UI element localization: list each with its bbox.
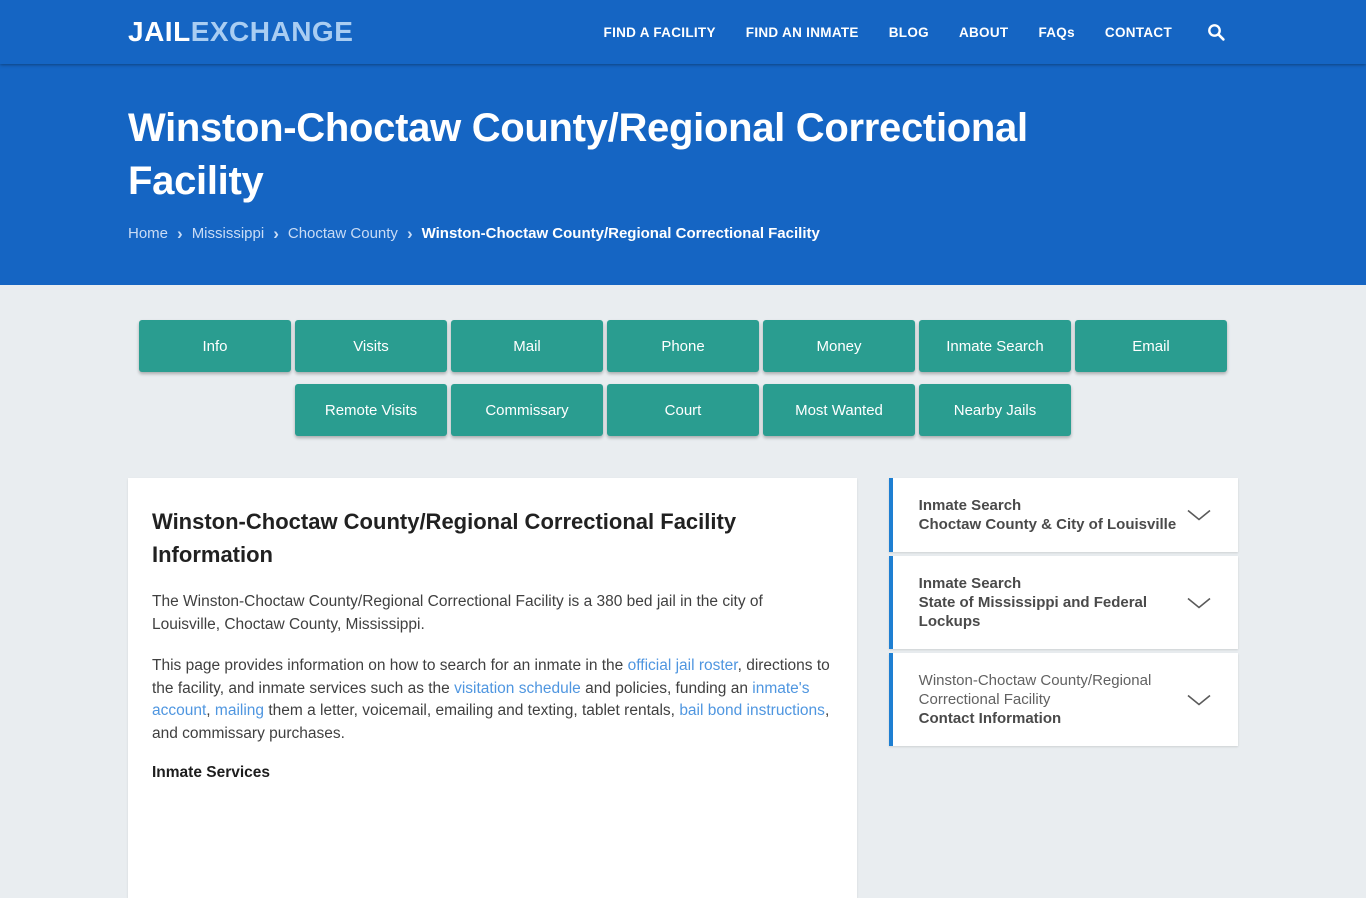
breadcrumb-choctaw-county[interactable]: Choctaw County [287, 225, 398, 242]
quick-links-row-1 [0, 320, 1366, 372]
sidebar-card-subtitle: State of Mississippi and Federal Lockups [918, 594, 1148, 630]
nav-menu [604, 22, 1226, 42]
breadcrumb [128, 225, 1238, 242]
inmates-account-link[interactable]: inmate's account [152, 679, 810, 719]
phone-button[interactable]: Phone [607, 320, 759, 372]
top-navigation-bar [0, 0, 1366, 64]
paragraph-text: , [206, 702, 215, 719]
money-button[interactable]: Money [763, 320, 915, 372]
facility-summary-paragraph: The Winston-Choctaw County/Regional Correctional Facility is a 380 bed jail in the city of Louisville, Choctaw County, Mississippi. [152, 593, 763, 633]
page-title: Winston-Choctaw County/Regional Correctional Facility [128, 106, 1028, 203]
breadcrumb-home[interactable]: Home [128, 225, 169, 242]
logo-part-exchange: EXCHANGE [190, 16, 354, 47]
breadcrumb-current-page: Winston-Choctaw County/Regional Correctional Facility [421, 225, 820, 242]
quick-links-row-2 [0, 384, 1366, 436]
sidebar-card-title: Inmate Search [918, 497, 1022, 514]
logo-part-jail: JAIL [128, 16, 191, 47]
sidebar-card-title: Winston-Choctaw County/Regional Correctional Facility [918, 672, 1152, 708]
commissary-button[interactable]: Commissary [451, 384, 603, 436]
bail-bond-instructions-link[interactable]: bail bond instructions [679, 702, 825, 719]
quick-links-grid [0, 320, 1366, 436]
remote-visits-button[interactable]: Remote Visits [295, 384, 447, 436]
nav-item-about[interactable]: ABOUT [958, 24, 1009, 40]
court-button[interactable]: Court [607, 384, 759, 436]
nav-item-blog[interactable]: BLOG [888, 24, 929, 40]
sidebar-card-inmate-search-state[interactable] [889, 556, 1238, 649]
mail-button[interactable]: Mail [451, 320, 603, 372]
paragraph-text: This page provides information on how to search for an inmate in the [152, 657, 628, 674]
sidebar [889, 478, 1238, 746]
paragraph-text: them a letter, voicemail, emailing and texting, tablet rentals, [264, 702, 680, 719]
most-wanted-button[interactable]: Most Wanted [763, 384, 915, 436]
visitation-schedule-link[interactable]: visitation schedule [454, 679, 581, 697]
breadcrumb-separator-icon: › [177, 224, 183, 243]
sidebar-card-subtitle: Choctaw County & City of Louisville [918, 516, 1177, 533]
visits-button[interactable]: Visits [295, 320, 447, 372]
nav-item-faqs[interactable]: FAQs [1038, 24, 1075, 40]
paragraph-text: and policies, funding an [580, 679, 753, 697]
inmate-search-button[interactable]: Inmate Search [919, 320, 1071, 372]
search-icon[interactable] [1206, 22, 1226, 42]
info-button[interactable]: Info [139, 320, 291, 372]
site-logo[interactable] [128, 16, 353, 48]
breadcrumb-separator-icon: › [273, 224, 279, 243]
facility-services-paragraph [152, 655, 833, 745]
chevron-down-icon [1186, 693, 1212, 706]
paragraph-text: , and commissary purchases. [152, 702, 830, 742]
sidebar-card-inmate-search-county[interactable] [889, 478, 1238, 552]
paragraph-text: , directions to the facility, and inmate services such as the [152, 657, 830, 697]
breadcrumb-separator-icon: › [406, 224, 413, 243]
sidebar-card-title: Inmate Search [918, 575, 1022, 592]
main-columns [128, 478, 1238, 898]
facility-information-card [128, 478, 857, 898]
section-heading: Winston-Choctaw County/Regional Correctional Facility Information [152, 509, 737, 567]
email-button[interactable]: Email [1075, 320, 1227, 372]
nav-item-contact[interactable]: CONTACT [1104, 24, 1172, 40]
sidebar-card-contact-information[interactable] [889, 653, 1238, 746]
chevron-down-icon [1186, 509, 1212, 522]
inmate-services-subheading: Inmate Services [152, 764, 271, 781]
mailing-link[interactable]: mailing [214, 702, 265, 719]
nav-item-find-a-facility[interactable]: FIND A FACILITY [603, 24, 716, 40]
nav-item-find-an-inmate[interactable]: FIND AN INMATE [745, 24, 859, 40]
chevron-down-icon [1186, 596, 1212, 609]
official-jail-roster-link[interactable]: official jail roster [627, 657, 738, 674]
sidebar-card-subtitle: Contact Information [918, 710, 1062, 727]
nearby-jails-button[interactable]: Nearby Jails [919, 384, 1071, 436]
page-header [0, 64, 1366, 285]
breadcrumb-mississippi[interactable]: Mississippi [191, 225, 265, 242]
